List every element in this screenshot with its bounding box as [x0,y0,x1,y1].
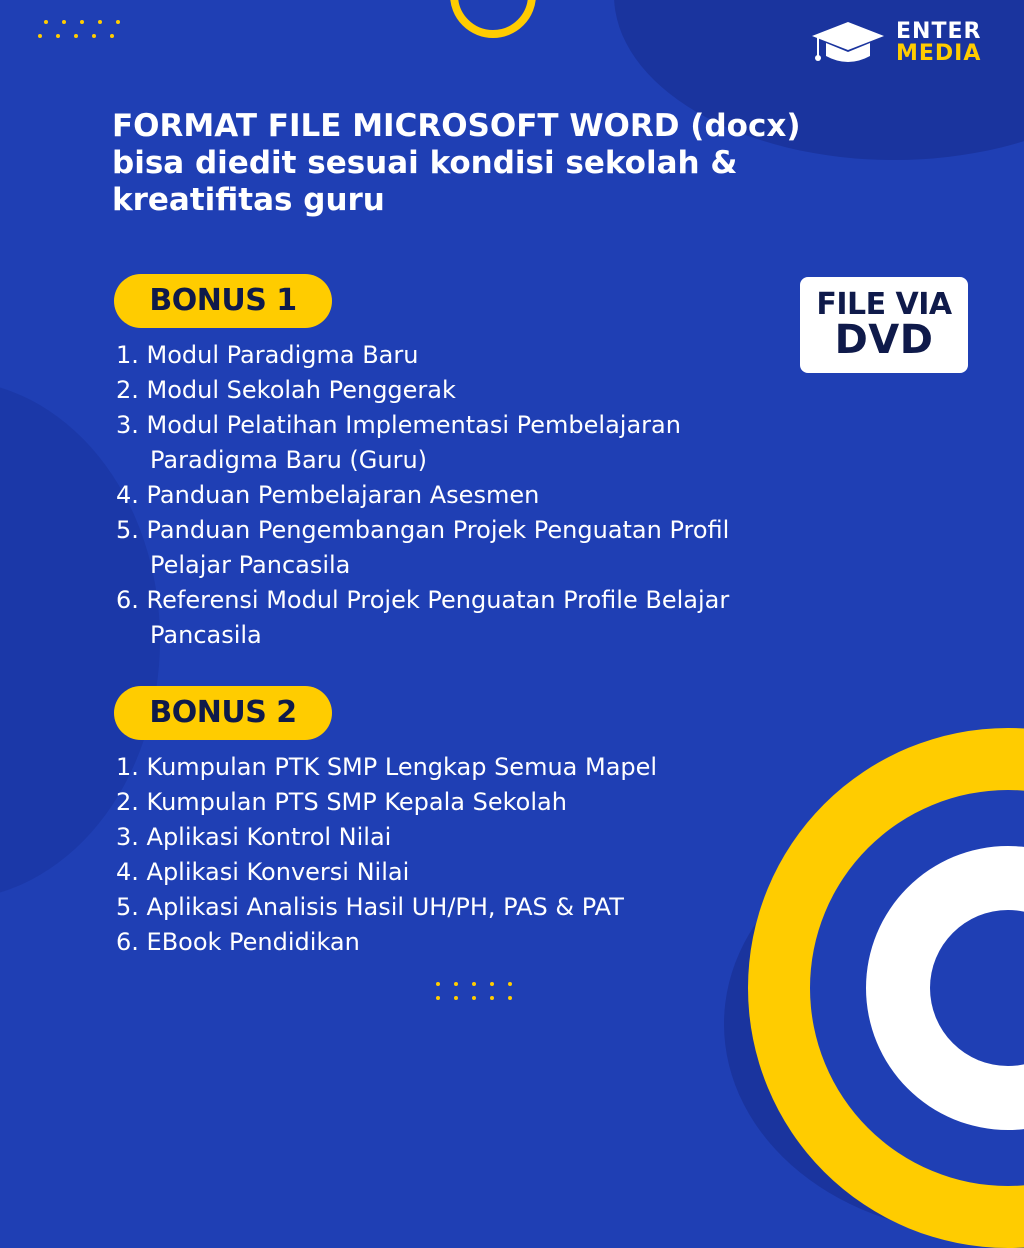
bonus-1-item-continuation: Paradigma Baru (Guru) [150,446,428,474]
bonus-2-item: 6. EBook Pendidikan [116,928,360,956]
bonus-1-item: 1. Modul Paradigma Baru [116,341,419,369]
headline-line-3: kreatifitas guru [112,182,385,218]
dot-pattern-bottom [436,982,512,1000]
bonus-2-item: 5. Aplikasi Analisis Hasil UH/PH, PAS & PAT [116,893,624,921]
bonus-1-item: 6. Referensi Modul Projek Penguatan Profile Belajar [116,586,730,614]
bonus-1-item: 5. Panduan Pengembangan Projek Penguatan Profil [116,516,730,544]
yellow-ring-top [450,0,536,38]
bonus-2-item: 3. Aplikasi Kontrol Nilai [116,823,392,851]
bonus-2-list [116,750,657,960]
headline-line-1: FORMAT FILE MICROSOFT WORD (docx) [112,108,801,144]
bonus-1-list [116,338,729,653]
bonus-1-item-continuation: Pancasila [150,621,262,649]
brand-name [896,21,981,65]
bonus-2-label: BONUS 2 [114,686,332,740]
headline [112,108,932,219]
dvd-badge-line-1: FILE VIA [816,287,952,322]
bonus-2-item: 2. Kumpulan PTS SMP Kepala Sekolah [116,788,567,816]
headline-line-2: bisa diedit sesuai kondisi sekolah & [112,145,738,181]
dot-pattern-top-left [44,20,120,38]
brand-line-media: MEDIA [896,41,982,66]
bonus-1-item-continuation: Pelajar Pancasila [150,551,351,579]
bonus-1-item: 2. Modul Sekolah Penggerak [116,376,456,404]
bonus-2-item: 4. Aplikasi Konversi Nilai [116,858,410,886]
bonus-1-item: 3. Modul Pelatihan Implementasi Pembelajaran [116,411,681,439]
brand-logo [810,18,981,68]
graduation-cap-icon [810,18,886,68]
bonus-1-item: 4. Panduan Pembelajaran Asesmen [116,481,540,509]
bonus-1-label: BONUS 1 [114,274,332,328]
dvd-badge-line-2: DVD [834,317,934,363]
brand-line-enter: ENTER [896,19,982,44]
bonus-2-item: 1. Kumpulan PTK SMP Lengkap Semua Mapel [116,753,658,781]
file-via-dvd-badge [800,277,968,373]
